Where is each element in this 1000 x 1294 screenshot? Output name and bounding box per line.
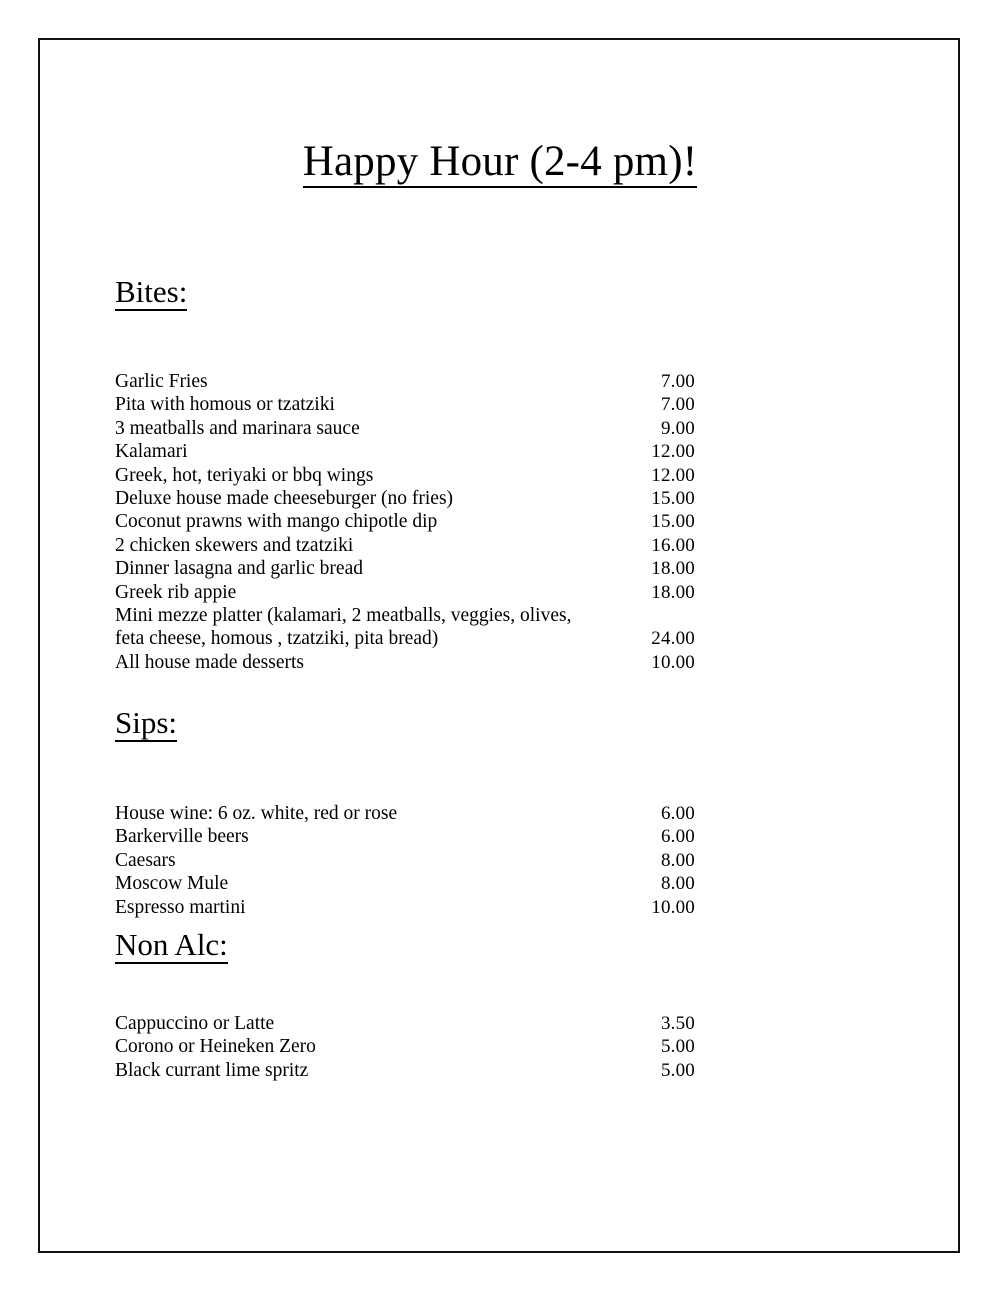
menu-item-price: 15.00 (651, 488, 695, 510)
menu-item (115, 1059, 695, 1082)
menu-item-name: Greek rib appie (115, 581, 237, 603)
menu-item-name: House wine: 6 oz. white, red or rose (115, 803, 398, 824)
menu-item (115, 393, 695, 416)
menu-item (115, 534, 695, 557)
menu-item-price: 10.00 (651, 651, 695, 673)
menu-item-price: 6.00 (660, 803, 695, 824)
section-bites (115, 276, 695, 674)
menu-item-price: 10.00 (651, 896, 695, 918)
menu-item (115, 1012, 695, 1035)
page-title (0, 140, 1000, 188)
menu-item-name-line-1: Mini mezze platter (kalamari, 2 meatballs, veggies, olives, (115, 605, 572, 627)
section-heading-sips (115, 707, 695, 742)
menu-item-name: Caesars (115, 849, 176, 871)
menu-item-name: 3 meatballs and marinara sauce (115, 417, 360, 439)
menu-item-price: 15.00 (651, 511, 695, 533)
menu-item-price: 5.00 (660, 1059, 695, 1081)
menu-item-name: Greek, hot, teriyaki or bbq wings (115, 464, 374, 486)
menu-item (115, 370, 695, 393)
menu-item-price: 18.00 (651, 581, 695, 603)
menu-item-price: 7.00 (660, 371, 695, 392)
menu-item-name: All house made desserts (115, 651, 305, 673)
menu-item (115, 802, 695, 825)
section-heading-sips-text: Sips: (115, 705, 178, 740)
menu-item-name: Black currant lime spritz (115, 1059, 309, 1081)
menu-item-name: Garlic Fries (115, 371, 208, 392)
menu-item-price: 12.00 (651, 441, 695, 463)
section-heading-bites (115, 276, 695, 311)
menu-item-price: 3.50 (660, 1013, 695, 1034)
menu-item (115, 896, 695, 919)
menu-item-price: 18.00 (651, 558, 695, 580)
menu-item (115, 849, 695, 872)
menu-item-name: Barkerville beers (115, 826, 249, 848)
menu-item (115, 581, 695, 604)
menu-item-name: Espresso martini (115, 896, 246, 918)
menu-item (115, 651, 695, 674)
menu-item (115, 417, 695, 440)
section-non-alc (115, 929, 695, 1082)
menu-item (115, 872, 695, 895)
menu-item-name: Pita with homous or tzatziki (115, 394, 335, 416)
menu-item-price: 24.00 (651, 628, 695, 650)
menu-item-name: Dinner lasagna and garlic bread (115, 558, 363, 580)
section-heading-non-alc (115, 929, 695, 964)
menu-item-name: Coconut prawns with mango chipotle dip (115, 511, 438, 533)
menu-item-list-bites (115, 370, 695, 674)
page-title-text: Happy Hour (2-4 pm)! (303, 140, 698, 188)
menu-item-name: Kalamari (115, 441, 188, 463)
menu-item (115, 1035, 695, 1058)
menu-item-name: Moscow Mule (115, 873, 229, 895)
menu-item (115, 604, 695, 651)
menu-item-price: 8.00 (660, 873, 695, 895)
menu-item-name: 2 chicken skewers and tzatziki (115, 534, 354, 556)
menu-item-price: 5.00 (660, 1036, 695, 1058)
menu-item-name: Corono or Heineken Zero (115, 1036, 316, 1058)
section-heading-bites-text: Bites: (115, 274, 188, 309)
menu-item-price: 6.00 (660, 826, 695, 848)
menu-item (115, 487, 695, 510)
menu-item (115, 825, 695, 848)
menu-item-price: 7.00 (660, 394, 695, 416)
menu-item-price: 9.00 (660, 417, 695, 439)
menu-item (115, 510, 695, 533)
section-sips (115, 707, 695, 919)
menu-item (115, 440, 695, 463)
menu-item-name-line-2: feta cheese, homous , tzatziki, pita bread) (115, 628, 439, 650)
menu-item (115, 557, 695, 580)
section-heading-non-alc-text: Non Alc: (115, 927, 228, 962)
menu-item-list-non-alc (115, 1012, 695, 1082)
menu-item (115, 464, 695, 487)
menu-item-name: Cappuccino or Latte (115, 1013, 275, 1034)
menu-item-price: 8.00 (660, 849, 695, 871)
menu-item-name: Deluxe house made cheeseburger (no fries) (115, 488, 454, 510)
menu-item-list-sips (115, 802, 695, 919)
menu-item-price: 12.00 (651, 464, 695, 486)
menu-item-price: 16.00 (651, 534, 695, 556)
